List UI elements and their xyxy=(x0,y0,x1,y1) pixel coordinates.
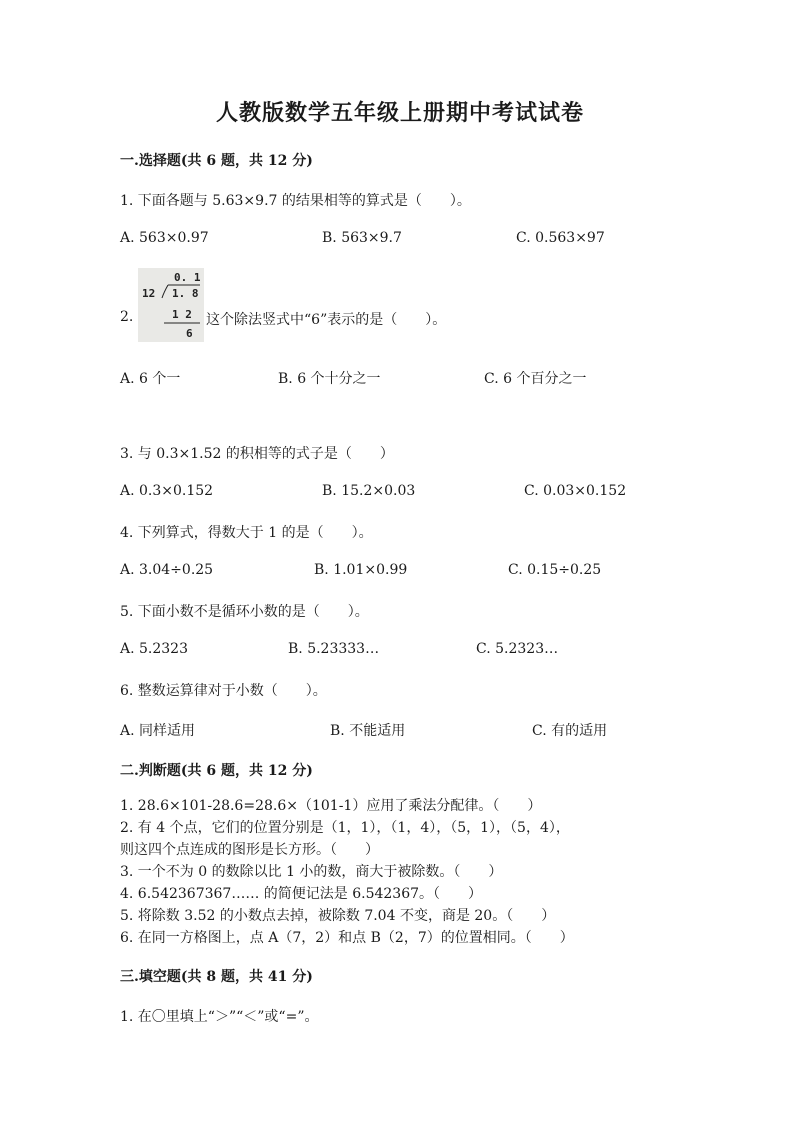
division-dividend: 1. 8 xyxy=(172,287,199,300)
question-2-option-c: C. 6 个百分之一 xyxy=(484,371,587,387)
division-divisor: 12 xyxy=(142,287,156,300)
judge-line-3: 3. 一个不为 0 的数除以比 1 小的数，商大于被除数。（ ） xyxy=(120,864,503,880)
long-division-figure xyxy=(138,268,204,342)
fill-question-1: 1. 在〇里填上“＞”“＜”或“=”。 xyxy=(120,1009,319,1025)
question-2-option-b: B. 6 个十分之一 xyxy=(278,371,381,387)
question-1-option-c: C. 0.563×97 xyxy=(516,230,605,246)
question-3-option-a: A. 0.3×0.152 xyxy=(120,483,214,499)
question-4-stem: 4. 下列算式，得数大于 1 的是（ ）。 xyxy=(120,525,373,541)
question-4-option-c: C. 0.15÷0.25 xyxy=(508,562,602,578)
long-division-svg xyxy=(138,268,204,342)
division-remainder: 6 xyxy=(186,327,193,340)
question-5-option-b: B. 5.23333… xyxy=(288,641,380,657)
division-product: 1 2 xyxy=(172,308,192,321)
judge-line-1: 1. 28.6×101-28.6=28.6×（101-1）应用了乘法分配律。（ ） xyxy=(120,798,542,814)
section-heading-true-false: 二.判断题(共 6 题，共 12 分) xyxy=(120,763,313,779)
question-3-option-b: B. 15.2×0.03 xyxy=(322,483,416,499)
question-2-option-a: A. 6 个一 xyxy=(120,371,181,387)
division-bracket xyxy=(162,285,168,298)
judge-line-6: 6. 在同一方格图上，点 A（7，2）和点 B（2，7）的位置相同。（ ） xyxy=(120,930,574,946)
judge-line-2: 2. 有 4 个点，它们的位置分别是（1，1），（1，4），（5，1），（5，4）， xyxy=(120,820,570,836)
question-2-number: 2. xyxy=(120,309,134,325)
question-5-stem: 5. 下面小数不是循环小数的是（ ）。 xyxy=(120,604,369,620)
question-2-stem: 这个除法竖式中“6”表示的是（ ）。 xyxy=(206,312,447,328)
judge-line-4: 4. 6.542367367…… 的简便记法是 6.542367。（ ） xyxy=(120,886,483,902)
question-1-option-b: B. 563×9.7 xyxy=(322,230,402,246)
page-title: 人教版数学五年级上册期中考试试卷 xyxy=(215,100,584,126)
question-4-option-b: B. 1.01×0.99 xyxy=(314,562,408,578)
question-5-option-c: C. 5.2323… xyxy=(476,641,559,657)
question-5-option-a: A. 5.2323 xyxy=(120,641,188,657)
question-3-option-c: C. 0.03×0.152 xyxy=(524,483,627,499)
question-1-option-a: A. 563×0.97 xyxy=(120,230,209,246)
question-6-option-b: B. 不能适用 xyxy=(330,723,406,739)
question-6-option-a: A. 同样适用 xyxy=(120,723,196,739)
question-4-option-a: A. 3.04÷0.25 xyxy=(120,562,214,578)
question-1-stem: 1. 下面各题与 5.63×9.7 的结果相等的算式是（ ）。 xyxy=(120,193,471,209)
section-heading-choice: 一.选择题(共 6 题，共 12 分) xyxy=(120,153,313,169)
question-6-stem: 6. 整数运算律对于小数（ ）。 xyxy=(120,683,327,699)
division-quotient: 0. 1 xyxy=(174,271,201,284)
question-3-stem: 3. 与 0.3×1.52 的积相等的式子是（ ） xyxy=(120,446,394,462)
judge-line-2-cont: 则这四个点连成的图形是长方形。（ ） xyxy=(120,842,379,858)
judge-line-5: 5. 将除数 3.52 的小数点去掉，被除数 7.04 不变，商是 20。（ ） xyxy=(120,908,556,924)
question-6-option-c: C. 有的适用 xyxy=(532,723,608,739)
section-heading-fill-in: 三.填空题(共 8 题，共 41 分) xyxy=(120,969,313,985)
